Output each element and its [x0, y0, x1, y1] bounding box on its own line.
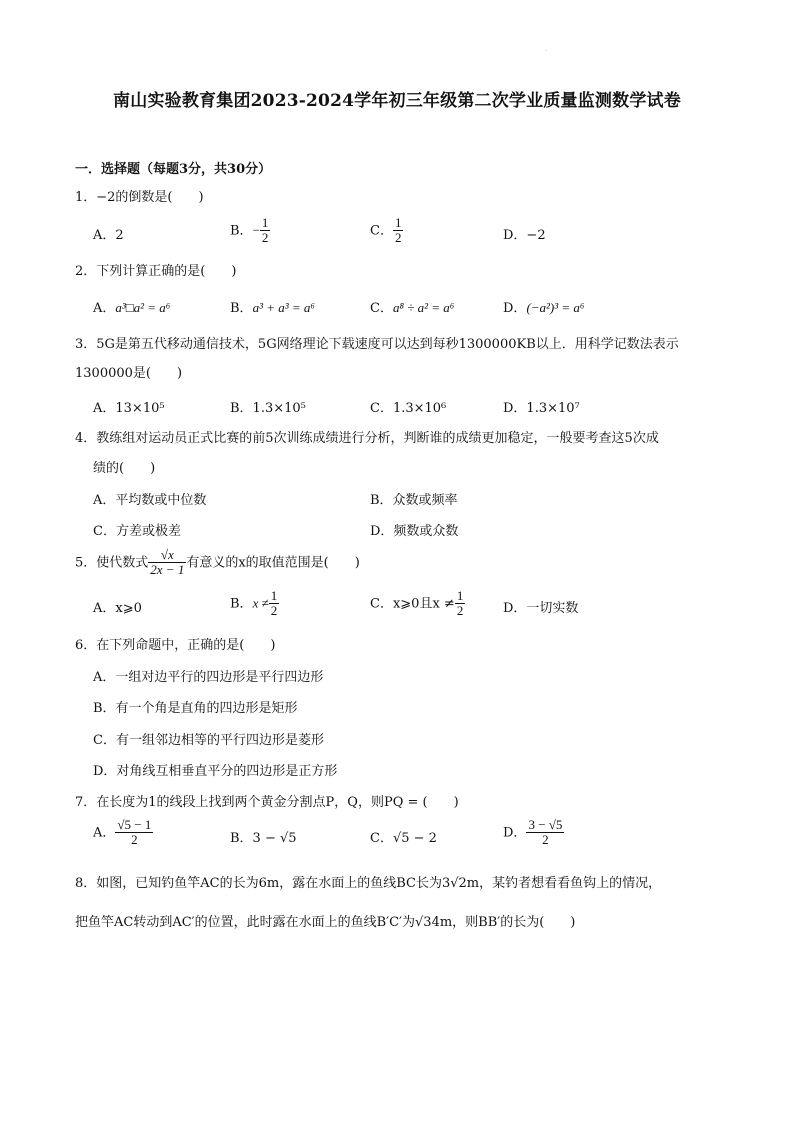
q6-option-a: A．一组对边平行的四边形是平行四边形: [93, 670, 324, 685]
q2-option-a: A．a³□a² = a⁶: [93, 300, 171, 316]
question-2-stem: 2．下列计算正确的是( ): [75, 264, 237, 279]
q7-option-a: A． $\frac{√5 - 1}{2}$: [93, 817, 152, 848]
question-8-line1: 8．如图，已知钓鱼竿AC的长为6m，露在水面上的鱼线BC长为3√2m，某钓者想看看鱼钩上的情况，: [75, 876, 662, 891]
q4-option-b: B．众数或频率: [370, 493, 458, 508]
q5-option-a: A．x⩾0: [93, 601, 142, 616]
q7-option-c: C．√5 − 2: [370, 831, 437, 846]
section-heading: 一．选择题（每题3分，共30分）: [75, 162, 272, 177]
q3-option-c: C．1.3×10⁶: [370, 401, 447, 416]
question-7-stem: 7．在长度为1的线段上找到两个黄金分割点P，Q，则PQ = ( ): [75, 795, 459, 810]
q7-option-b: B．3 − √5: [230, 831, 297, 846]
q6-option-c: C．有一组邻边相等的平行四边形是菱形: [93, 733, 324, 748]
question-3-stem-line2: 1300000是( ): [75, 366, 183, 381]
page-title: 南山实验教育集团2023-2024学年初三年级第二次学业质量监测数学试卷: [113, 91, 681, 111]
q4-option-d: D．频数或众数: [370, 524, 459, 539]
question-4-stem-line1: 4．教练组对运动员正式比赛的前5次训练成绩进行分析，判断谁的成绩更加稳定，一般要考查这5次成: [75, 431, 659, 446]
q3-option-b: B．1.3×10⁵: [230, 401, 306, 416]
q1-option-d: D．−2: [503, 228, 546, 243]
q2-option-b: B．a³ + a³ = a⁶: [230, 300, 315, 316]
q3-option-a: A．13×10⁵: [93, 401, 165, 416]
q4-option-a: A．平均数或中位数: [93, 493, 207, 508]
question-8-line2: 把鱼竿AC转动到AC′的位置，此时露在水面上的鱼线B′C′为√34m，则BB′的长为( ): [75, 915, 576, 930]
q7-option-d: D． $\frac{3 - √5}{2}$: [503, 817, 563, 848]
header-dot: ·: [545, 48, 547, 55]
q6-option-b: B．有一个角是直角的四边形是矩形: [93, 701, 298, 716]
q5-option-b: B．x ≠ $\frac{1}{2}$: [230, 588, 278, 619]
question-1-stem: 1．−2的倒数是( ): [75, 190, 204, 205]
q6-option-d: D．对角线互相垂直平分的四边形是正方形: [93, 764, 338, 779]
q5-option-c: C．x⩾0且x ≠ $\frac{1}{2}$: [370, 588, 464, 619]
question-4-stem-line2: 绩的( ): [93, 461, 156, 476]
q5-option-d: D．一切实数: [503, 601, 579, 616]
q3-option-d: D．1.3×10⁷: [503, 401, 580, 416]
question-5-stem: 5．使代数式 $\frac{√x}{2x - 1}$ 有意义的x的取值范围是( ): [75, 547, 360, 578]
question-6-stem: 6．在下列命题中，正确的是( ): [75, 638, 276, 653]
q2-option-c: C．a⁸ ÷ a² = a⁶: [370, 300, 455, 316]
q1-option-c: C． $\frac{1}{2}$: [370, 215, 402, 246]
q4-option-c: C．方差或极差: [93, 524, 181, 539]
q1-option-b: B．− $\frac{1}{2}$: [230, 215, 269, 246]
question-3-stem-line1: 3．5G是第五代移动通信技术，5G网络理论下载速度可以达到每秒1300000KB以上．用科学记数法表示: [75, 337, 679, 352]
q2-option-d: D．(−a²)³ = a⁶: [503, 300, 585, 316]
q1-option-a: A．2: [93, 228, 124, 243]
